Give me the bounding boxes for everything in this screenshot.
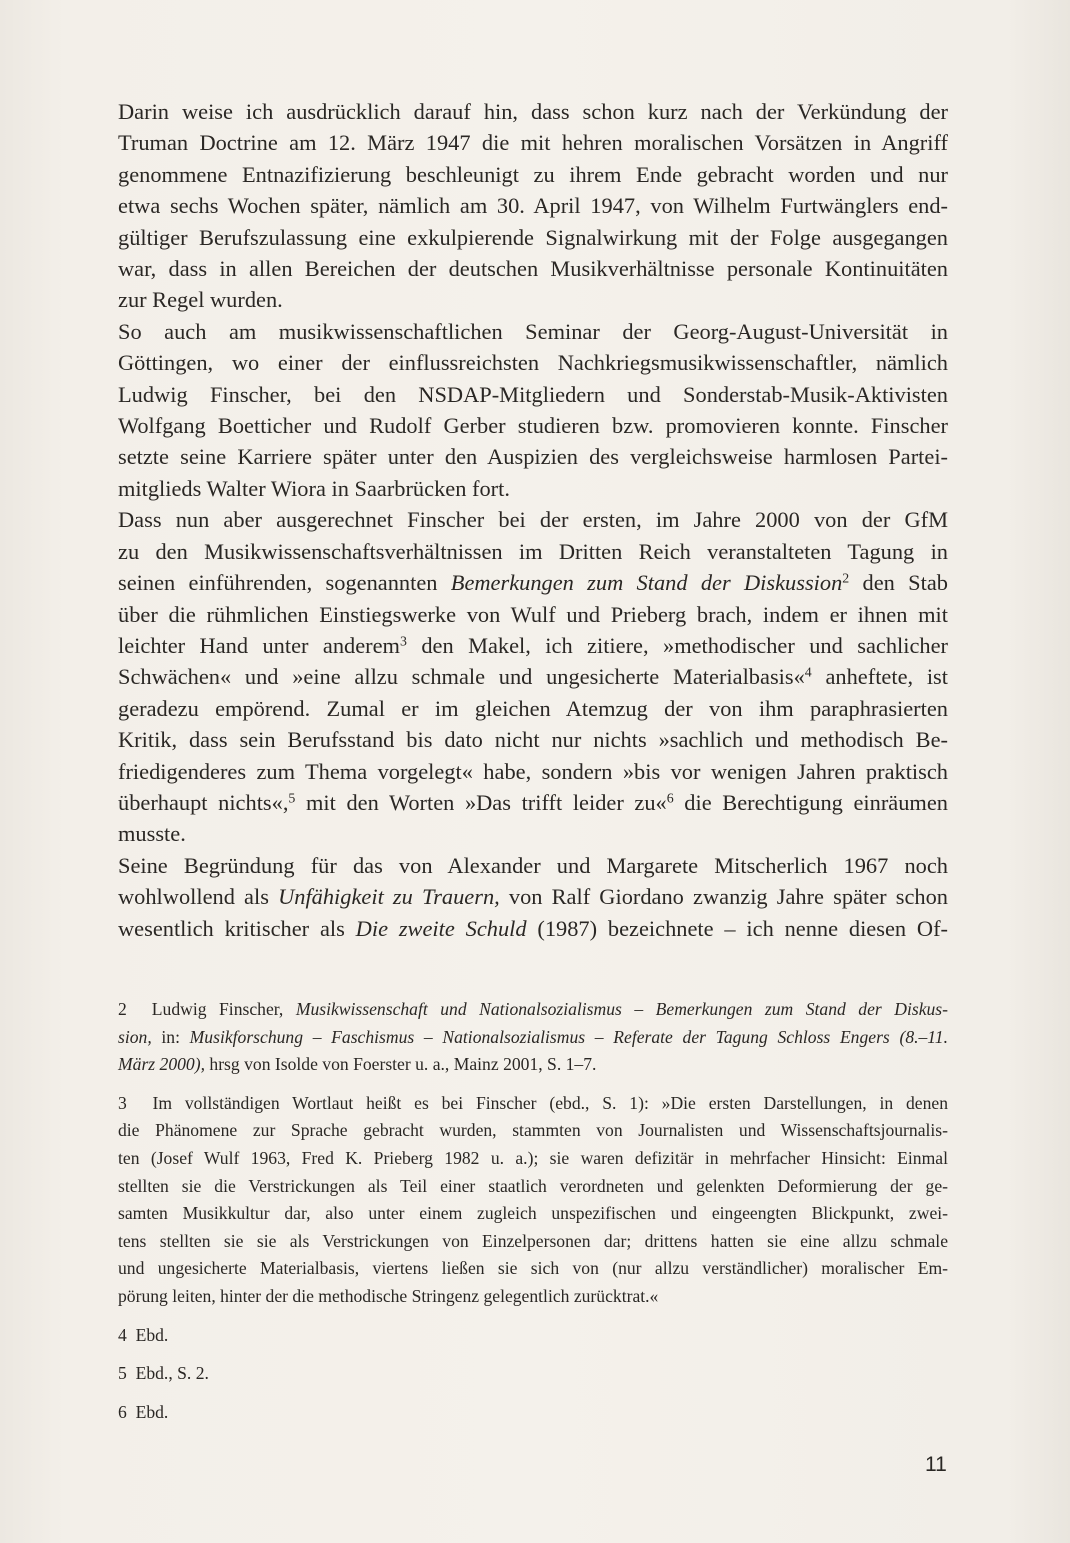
text-line: etwa sechs Wochen später, nämlich am 30. April 1947, von Wilhelm Furtwänglers end- xyxy=(118,193,948,219)
italic-title: Unfähigkeit zu Trauern, xyxy=(278,884,500,910)
text-line: zu den Musikwissenschaftsverhältnissen im Dritten Reich veranstalteten Tagung in xyxy=(118,538,948,564)
footnote-5 xyxy=(118,1360,948,1388)
italic-title: sion, xyxy=(118,1026,152,1047)
text-line: So auch am musikwissenschaftlichen Seminar der Georg-August-Universität in xyxy=(118,318,948,344)
text-run: Ebd., S. 2. xyxy=(135,1363,209,1384)
text-line: Göttingen, wo einer der einflussreichsten Nachkriegsmusikwissenschaftler, nämlich xyxy=(118,350,948,376)
paragraph-2 xyxy=(118,316,948,504)
text-line xyxy=(118,913,948,944)
text-line: musste. xyxy=(118,821,186,847)
text-line xyxy=(118,1090,948,1118)
text-line: und ungesicherte Materialbasis, viertens ließen sie sich von (nur allzu verständlicher) moralischer Em- xyxy=(118,1258,948,1279)
italic-title: Musikforschung – Faschismus – Nationalsozialismus – Referate der Tagung Schloss Engers (8.–11. xyxy=(189,1026,948,1047)
page-number: 11 xyxy=(925,1453,947,1476)
text-line xyxy=(118,881,948,912)
text-line xyxy=(118,1360,948,1388)
text-line: Darin weise ich ausdrücklich darauf hin, dass schon kurz nach der Verkündung der xyxy=(118,99,948,124)
text-line: ten (Josef Wulf 1963, Fred K. Prieberg 1982 u. a.); sie waren defizitär in mehrfacher Hinsicht: Einmal xyxy=(118,1147,948,1168)
text-line: stellten sie die Verstrickungen als Teil einer staatlich verordneten und gelenkten Deformierung der ge- xyxy=(118,1175,948,1196)
paragraph-3 xyxy=(118,504,948,849)
footnote-ref: 4 xyxy=(804,665,812,681)
text-line xyxy=(118,630,948,661)
text-line: gültiger Berufszulassung eine exkulpierende Signalwirkung mit der Folge ausgegangen xyxy=(118,224,948,250)
text-line: die Phänomene zur Sprache gebracht wurden, stammten von Journalisten und Wissenschaftsjournalis- xyxy=(118,1120,948,1141)
text-run: Ebd. xyxy=(135,1324,169,1345)
text-run: Ludwig Finscher, xyxy=(151,999,296,1019)
italic-title: März 2000), xyxy=(118,1054,205,1075)
text-line xyxy=(118,1024,948,1052)
footnote-4 xyxy=(118,1322,948,1350)
footnote-number: 4 xyxy=(118,1324,127,1345)
text-run: von Ralf Giordano zwanzig Jahre später schon xyxy=(499,884,948,910)
italic-title: Musikwissenschaft und Nationalsozialismus – Bemerkungen zum Stand der Diskus- xyxy=(295,999,949,1019)
text-line: Dass nun aber ausgerechnet Finscher bei der ersten, im Jahre 2000 von der GfM xyxy=(118,507,948,533)
text-run: anheftete, ist xyxy=(811,664,948,690)
text-run: hrsg von Isolde von Foerster u. a., Mainz 2001, S. 1–7. xyxy=(205,1054,597,1075)
footnote-number: 5 xyxy=(118,1363,127,1384)
text-run: überhaupt nichts«, xyxy=(118,789,289,815)
text-line: geradezu empörend. Zumal er im gleichen Atemzug der von ihm paraphrasierten xyxy=(118,695,948,721)
text-line xyxy=(118,787,948,818)
italic-title: Bemerkungen zum Stand der Diskussion xyxy=(450,570,843,596)
text-run: den Makel, ich zitiere, »methodischer und sachlicher xyxy=(406,632,948,658)
text-line xyxy=(118,1051,948,1079)
text-run: die Berechtigung einräumen xyxy=(673,789,948,815)
footnote-number: 3 xyxy=(118,1092,127,1113)
footnotes xyxy=(118,996,948,1437)
text-line: zur Regel wurden. xyxy=(118,287,283,313)
footnote-2 xyxy=(118,996,948,1079)
text-line: über die rühmlichen Einstiegswerke von Wulf und Prieberg brach, indem er ihnen mit xyxy=(118,601,948,627)
body-text xyxy=(118,96,948,944)
text-line xyxy=(118,661,948,692)
italic-title: Die zweite Schuld xyxy=(355,915,527,941)
text-run: Ebd. xyxy=(135,1401,169,1422)
text-run: leichter Hand unter anderem xyxy=(118,632,400,658)
text-line: genommene Entnazifizierung beschleunigt zu ihrem Ende gebracht worden und nur xyxy=(118,161,948,187)
text-run: wesentlich kritischer als xyxy=(118,915,356,941)
text-line: Seine Begründung für das von Alexander und Margarete Mitscherlich 1967 noch xyxy=(118,852,948,878)
text-run: wohlwollend als xyxy=(118,884,279,910)
text-line xyxy=(118,996,948,1024)
text-run: den Stab xyxy=(849,570,948,596)
footnote-number: 6 xyxy=(118,1401,127,1422)
text-line: tens stellten sie sie als Verstrickungen von Einzelpersonen dar; drittens hatten sie eine allzu schmale xyxy=(118,1230,948,1251)
text-run: mit den Worten »Das trifft leider zu« xyxy=(295,789,667,815)
text-line: Kritik, dass sein Berufsstand bis dato nicht nur nichts »sachlich und methodisch Be- xyxy=(118,727,948,753)
text-run: seinen einführenden, sogenannten xyxy=(118,570,451,596)
text-run: Schwächen« und »eine allzu schmale und ungesicherte Materialbasis« xyxy=(118,664,805,690)
text-line xyxy=(118,567,948,598)
footnote-ref: 3 xyxy=(399,634,407,650)
text-line xyxy=(118,1322,948,1350)
footnote-ref: 5 xyxy=(288,791,296,807)
text-line: Ludwig Finscher, bei den NSDAP-Mitgliedern und Sonderstab-Musik-Aktivisten xyxy=(118,381,948,407)
text-line: friedigenderes zum Thema vorgelegt« habe, sondern »bis vor wenigen Jahren praktisch xyxy=(118,758,948,784)
text-run: (1987) bezeichnete – ich nenne diesen Of- xyxy=(526,915,948,941)
text-line: Wolfgang Boetticher und Rudolf Gerber studieren bzw. promovieren konnte. Finscher xyxy=(118,413,948,439)
text-line: pörung leiten, hinter der die methodische Stringenz gelegentlich zurücktrat.« xyxy=(118,1285,659,1306)
text-run: in: xyxy=(151,1026,190,1047)
text-line: war, dass in allen Bereichen der deutschen Musikverhältnisse personale Kontinuitäten xyxy=(118,256,948,282)
text-run: Im vollständigen Wortlaut heißt es bei Finscher (ebd., S. 1): »Die ersten Darstellungen, in denen xyxy=(152,1092,948,1113)
footnote-ref: 2 xyxy=(842,571,850,587)
paragraph-4 xyxy=(118,850,948,944)
paragraph-1 xyxy=(118,96,948,316)
footnote-3 xyxy=(118,1090,948,1311)
footnote-6 xyxy=(118,1399,948,1427)
footnote-ref: 6 xyxy=(666,791,674,807)
text-line xyxy=(118,1399,948,1427)
footnote-number: 2 xyxy=(118,999,127,1019)
text-line: samten Musikkultur dar, also unter einem zugleich unspezifischen und eingeengten Blickpunkt, zwei- xyxy=(118,1203,948,1224)
text-line: setzte seine Karriere später unter den Auspizien des vergleichsweise harmlosen Partei- xyxy=(118,444,948,470)
text-line: Truman Doctrine am 12. März 1947 die mit hehren moralischen Vorsätzen in Angriff xyxy=(118,130,948,156)
text-line: mitglieds Walter Wiora in Saarbrücken fort. xyxy=(118,475,510,501)
